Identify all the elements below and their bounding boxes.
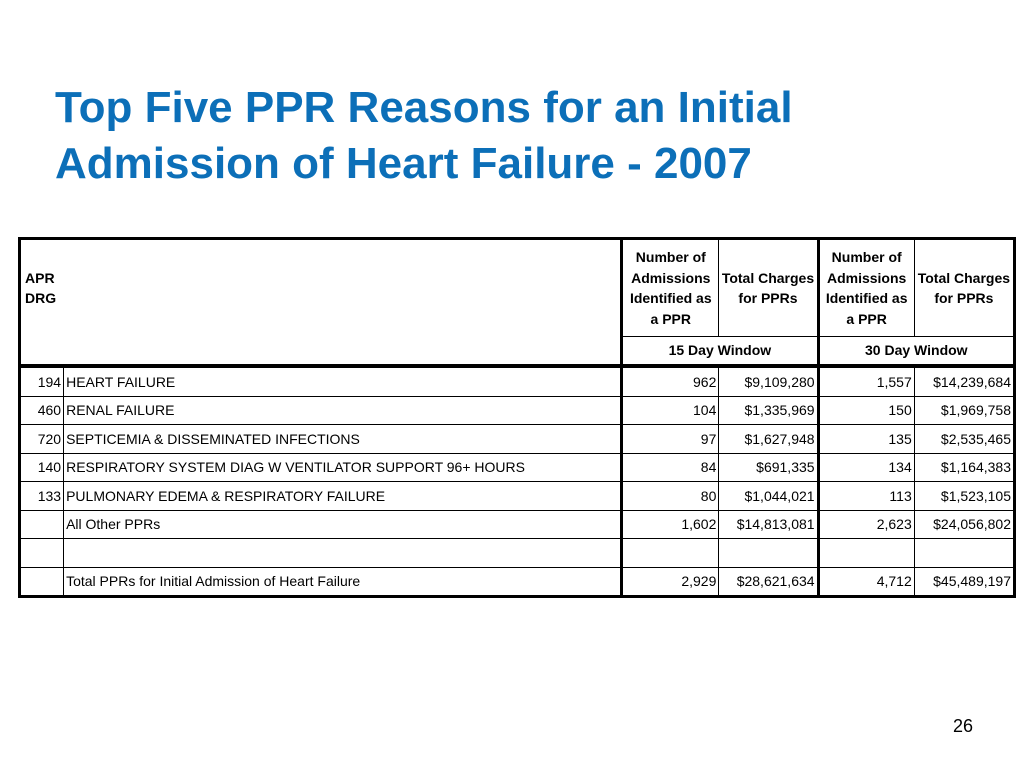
cell-admissions-15: 104 [622, 396, 719, 425]
cell-admissions-30: 134 [818, 453, 914, 482]
window-header-row [20, 337, 1015, 367]
cell-admissions-30 [818, 539, 914, 568]
cell-admissions-15: 1,602 [622, 510, 719, 539]
cell-admissions-15: 962 [622, 366, 719, 396]
cell-admissions-15: 80 [622, 482, 719, 511]
title-line-1: Top Five PPR Reasons for an Initial [55, 83, 793, 132]
cell-admissions-15: 2,929 [622, 567, 719, 597]
table-row [20, 510, 1015, 539]
cell-charges-30: $1,523,105 [914, 482, 1014, 511]
cell-ppr-reason: Total PPRs for Initial Admission of Heart Failure [64, 567, 622, 597]
cell-admissions-15: 84 [622, 453, 719, 482]
table-row [20, 567, 1015, 597]
table-body [20, 366, 1015, 597]
cell-admissions-30: 4,712 [818, 567, 914, 597]
table-row [20, 366, 1015, 396]
cell-apr-drg: 194 [20, 366, 64, 396]
cell-admissions-15 [622, 539, 719, 568]
cell-apr-drg: 460 [20, 396, 64, 425]
cell-charges-15: $691,335 [719, 453, 818, 482]
cell-apr-drg [20, 539, 64, 568]
header-apr-drg: APR DRG [20, 239, 622, 337]
table-row [20, 396, 1015, 425]
cell-ppr-reason: HEART FAILURE [64, 366, 622, 396]
cell-charges-15 [719, 539, 818, 568]
table-header-row [20, 239, 1015, 337]
header-num-admissions-15: Number of Admissions Identified as a PPR [622, 239, 719, 337]
cell-charges-15: $14,813,081 [719, 510, 818, 539]
cell-apr-drg: 133 [20, 482, 64, 511]
cell-charges-30 [914, 539, 1014, 568]
cell-apr-drg: 720 [20, 425, 64, 454]
cell-charges-30: $1,969,758 [914, 396, 1014, 425]
cell-charges-15: $1,044,021 [719, 482, 818, 511]
cell-ppr-reason: SEPTICEMIA & DISSEMINATED INFECTIONS [64, 425, 622, 454]
cell-admissions-30: 113 [818, 482, 914, 511]
header-blank [20, 337, 622, 367]
cell-charges-30: $14,239,684 [914, 366, 1014, 396]
table-row [20, 482, 1015, 511]
cell-ppr-reason: RESPIRATORY SYSTEM DIAG W VENTILATOR SUPPORT 96+ HOURS [64, 453, 622, 482]
cell-ppr-reason [64, 539, 622, 568]
cell-charges-15: $9,109,280 [719, 366, 818, 396]
cell-charges-30: $45,489,197 [914, 567, 1014, 597]
ppr-table [18, 237, 1016, 598]
cell-charges-15: $1,627,948 [719, 425, 818, 454]
header-total-charges-30: Total Charges for PPRs [914, 239, 1014, 337]
cell-charges-30: $1,164,383 [914, 453, 1014, 482]
cell-apr-drg [20, 567, 64, 597]
page-title [55, 80, 995, 192]
page-number: 26 [953, 716, 974, 736]
cell-admissions-30: 1,557 [818, 366, 914, 396]
cell-apr-drg: 140 [20, 453, 64, 482]
header-30-day-window: 30 Day Window [818, 337, 1014, 367]
cell-charges-30: $24,056,802 [914, 510, 1014, 539]
cell-admissions-30: 2,623 [818, 510, 914, 539]
table-row [20, 453, 1015, 482]
header-15-day-window: 15 Day Window [622, 337, 818, 367]
cell-admissions-15: 97 [622, 425, 719, 454]
table-row [20, 539, 1015, 568]
title-line-2: Admission of Heart Failure - 2007 [55, 139, 752, 188]
header-total-charges-15: Total Charges for PPRs [719, 239, 818, 337]
cell-apr-drg [20, 510, 64, 539]
cell-charges-15: $1,335,969 [719, 396, 818, 425]
table-row [20, 425, 1015, 454]
cell-charges-30: $2,535,465 [914, 425, 1014, 454]
cell-ppr-reason: All Other PPRs [64, 510, 622, 539]
cell-ppr-reason: PULMONARY EDEMA & RESPIRATORY FAILURE [64, 482, 622, 511]
cell-charges-15: $28,621,634 [719, 567, 818, 597]
cell-admissions-30: 150 [818, 396, 914, 425]
cell-ppr-reason: RENAL FAILURE [64, 396, 622, 425]
cell-admissions-30: 135 [818, 425, 914, 454]
header-num-admissions-30: Number of Admissions Identified as a PPR [818, 239, 914, 337]
